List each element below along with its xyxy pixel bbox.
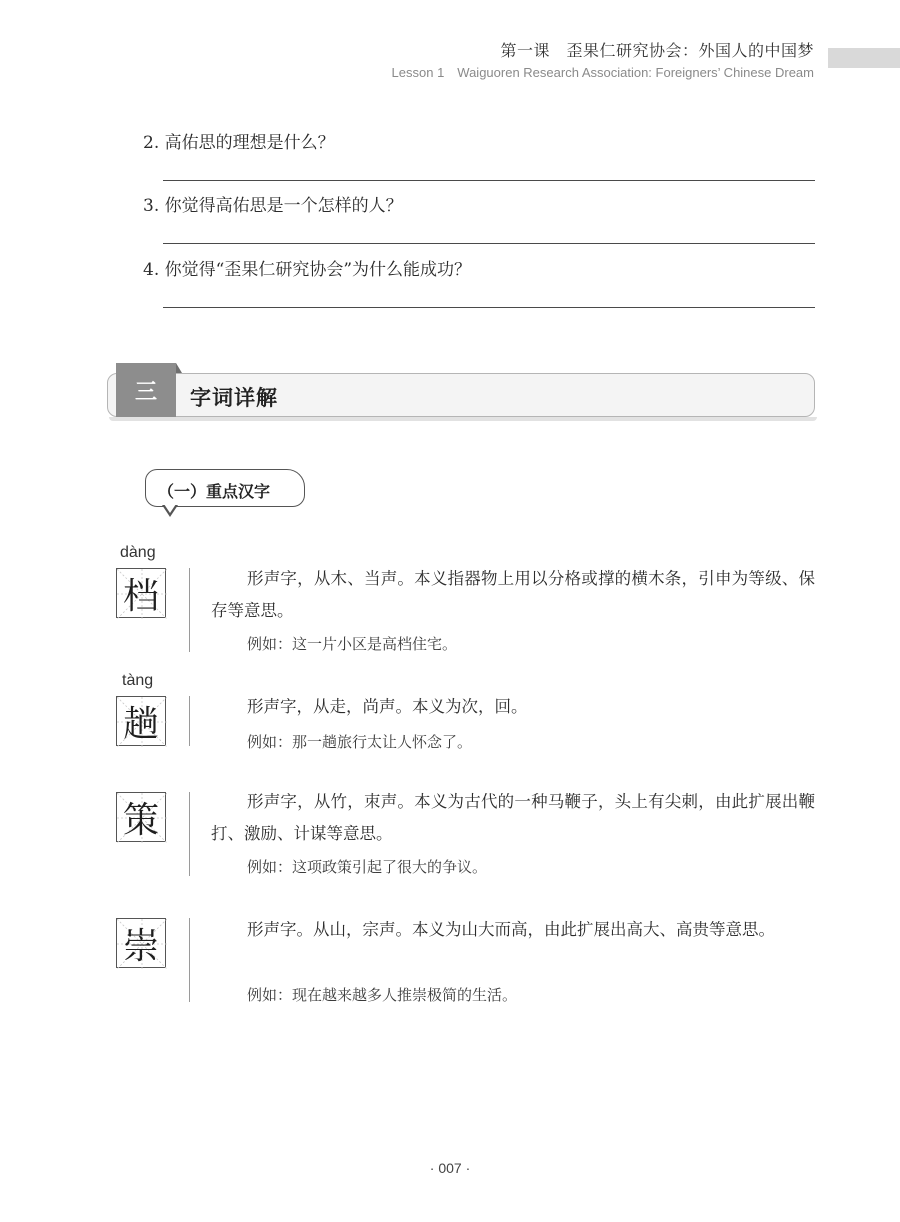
question-4: 4. 你觉得“歪果仁研究协会”为什么能成功？ [143,260,472,280]
key-character: 崇 [122,925,159,967]
answer-line-3 [163,243,815,244]
pinyin-dang: dàng [120,544,156,561]
subsection-title: （一）重点汉字 [158,482,271,501]
character-box [116,696,166,746]
key-character: 趟 [122,703,159,745]
key-character: 策 [122,799,159,841]
character-description: 形声字，从木、当声。本义指器物上用以分格或撑的横木条，引申为等级、保存等意思。 [211,569,815,620]
question-3: 3. 你觉得高佑思是一个怎样的人？ [143,196,403,216]
page-number: · 007 · [429,1160,471,1176]
header-tab-marker [828,48,900,68]
key-character: 档 [122,575,159,617]
answer-line-4 [163,307,815,308]
lesson-title-en: Lesson 1 Waiguoren Research Association: Foreigners’ Chinese Dream [391,65,814,80]
entry-divider [189,792,190,876]
character-box [116,918,166,968]
pinyin-tang: tàng [122,672,154,689]
section-number: 三 [116,363,176,417]
character-description: 形声字，从竹，朿声。本义为古代的一种马鞭子，头上有尖刺，由此扩展出鞭打、激励、计谋等意思。 [211,792,815,843]
character-example: 例如：现在越来越多人推崇极简的生活。 [247,986,518,1004]
answer-line-2 [163,180,815,181]
character-box [116,792,166,842]
section-banner-shadow [109,417,817,421]
character-example: 例如：这项政策引起了很大的争议。 [247,858,488,876]
character-description: 形声字。从山，宗声。本义为山大而高，由此扩展出高大、高贵等意思。 [247,920,775,939]
character-box [116,568,166,618]
character-description: 形声字，从走，尚声。本义为次，回。 [247,697,528,716]
entry-divider [189,568,190,652]
entry-divider [189,918,190,1002]
entry-divider [189,696,190,746]
section-number-fold [176,363,182,373]
section-title: 字词详解 [190,386,278,410]
character-example: 例如：那一趟旅行太让人怀念了。 [247,733,473,751]
character-example: 例如：这一片小区是高档住宅。 [247,635,458,653]
subsection-bubble-tail-inner [164,504,176,513]
question-2: 2. 高佑思的理想是什么？ [143,133,335,153]
lesson-title-zh: 第一课 歪果仁研究协会：外国人的中国梦 [500,41,814,60]
